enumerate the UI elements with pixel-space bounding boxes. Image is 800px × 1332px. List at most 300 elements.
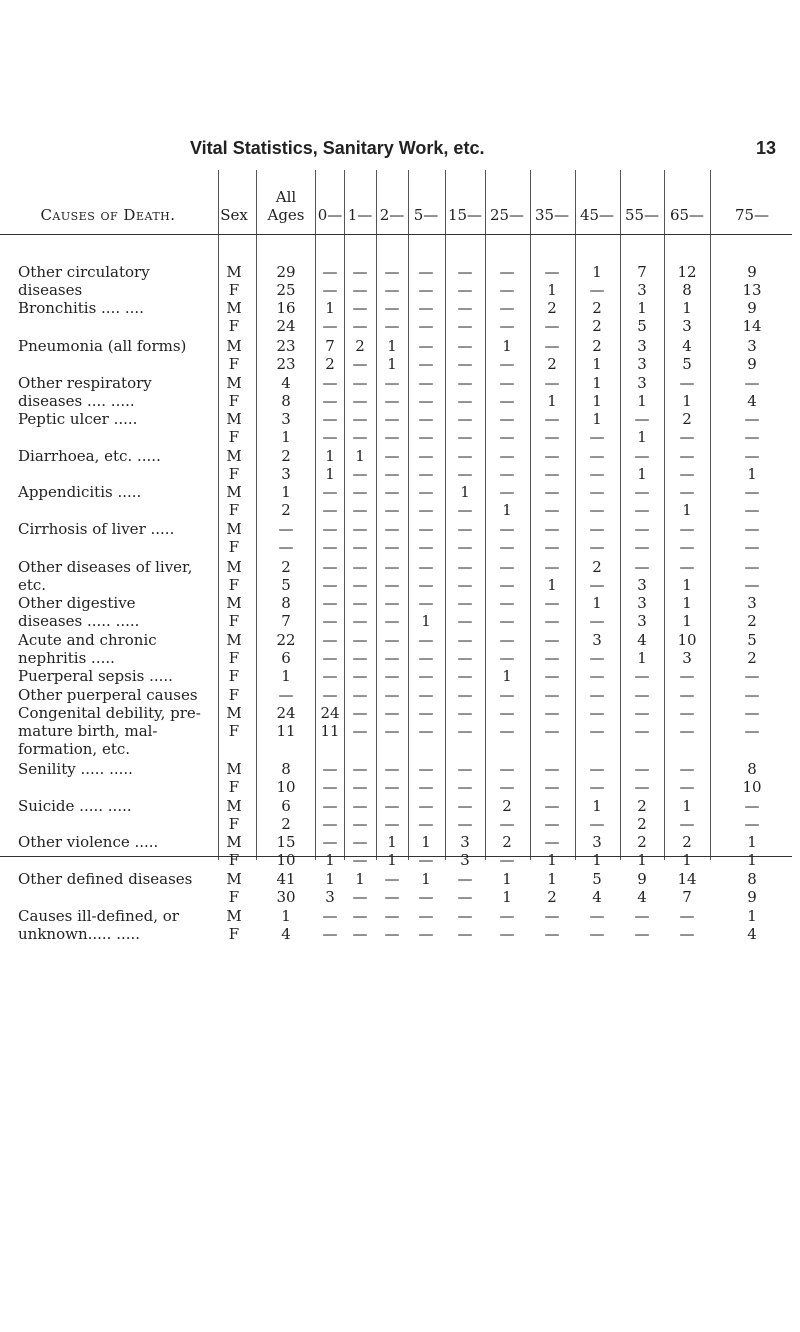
- age-group-cell: —: [634, 667, 650, 685]
- age-group-cell: —: [544, 410, 560, 428]
- column-header: 45—: [579, 206, 615, 224]
- age-group-cell: —: [384, 888, 400, 906]
- sex-cell: F: [228, 612, 240, 630]
- age-group-cell: —: [418, 374, 434, 392]
- age-group-cell: —: [457, 465, 473, 483]
- age-group-cell: —: [418, 281, 434, 299]
- sex-cell: F: [228, 815, 240, 833]
- age-group-cell: —: [418, 447, 434, 465]
- age-group-cell: —: [589, 576, 605, 594]
- cause-label: Appendicitis .....: [18, 483, 142, 501]
- age-group-cell: —: [384, 870, 400, 888]
- age-group-cell: —: [744, 483, 760, 501]
- sex-cell: M: [226, 299, 242, 317]
- age-group-cell: —: [457, 428, 473, 446]
- age-group-cell: —: [384, 649, 400, 667]
- cause-label: Other puerperal causes: [18, 686, 198, 704]
- age-group-cell: 1: [682, 501, 692, 519]
- age-group-cell: —: [418, 797, 434, 815]
- age-group-cell: 1: [637, 851, 647, 869]
- age-group-cell: 2: [592, 558, 602, 576]
- age-group-cell: —: [384, 410, 400, 428]
- all-ages-cell: 8: [281, 760, 291, 778]
- age-group-cell: —: [352, 797, 368, 815]
- age-group-cell: —: [744, 520, 760, 538]
- sex-cell: M: [226, 833, 242, 851]
- age-group-cell: 1: [592, 594, 602, 612]
- age-group-cell: 5: [682, 355, 692, 373]
- age-group-cell: —: [457, 410, 473, 428]
- age-group-cell: —: [744, 797, 760, 815]
- all-ages-cell: 23: [276, 355, 296, 373]
- age-group-cell: 3: [747, 594, 757, 612]
- sex-cell: F: [228, 649, 240, 667]
- age-group-cell: —: [384, 907, 400, 925]
- all-ages-cell: 1: [281, 483, 291, 501]
- all-ages-cell: 24: [276, 704, 296, 722]
- age-group-cell: —: [499, 649, 515, 667]
- age-group-cell: —: [544, 833, 560, 851]
- age-group-cell: —: [352, 465, 368, 483]
- column-header: 75—: [734, 206, 770, 224]
- sex-cell: F: [228, 501, 240, 519]
- age-group-cell: 1: [325, 447, 335, 465]
- age-group-cell: 14: [677, 870, 697, 888]
- age-group-cell: —: [744, 704, 760, 722]
- page-header: [0, 138, 800, 168]
- age-group-cell: 1: [682, 797, 692, 815]
- age-group-cell: —: [418, 594, 434, 612]
- cause-label: Other diseases of liver,: [18, 558, 193, 576]
- age-group-cell: 1: [502, 888, 512, 906]
- age-group-cell: —: [352, 667, 368, 685]
- age-group-cell: —: [384, 447, 400, 465]
- column-header: 2—: [379, 206, 405, 224]
- age-group-cell: 1: [502, 870, 512, 888]
- age-group-cell: 1: [421, 833, 431, 851]
- column-header: 55—: [624, 206, 660, 224]
- column-header: 0—: [317, 206, 343, 224]
- age-group-cell: —: [457, 815, 473, 833]
- age-group-cell: 5: [592, 870, 602, 888]
- age-group-cell: 3: [682, 317, 692, 335]
- age-group-cell: 1: [682, 576, 692, 594]
- sex-cell: F: [228, 317, 240, 335]
- age-group-cell: —: [352, 851, 368, 869]
- age-group-cell: —: [352, 374, 368, 392]
- cause-label: Acute and chronic: [18, 631, 157, 649]
- age-group-cell: 3: [325, 888, 335, 906]
- age-group-cell: —: [418, 317, 434, 335]
- age-group-cell: 7: [637, 263, 647, 281]
- age-group-cell: —: [384, 778, 400, 796]
- age-group-cell: —: [634, 760, 650, 778]
- age-group-cell: —: [322, 374, 338, 392]
- age-group-cell: —: [589, 501, 605, 519]
- sex-cell: M: [226, 760, 242, 778]
- column-header: Sex: [220, 206, 248, 224]
- age-group-cell: —: [679, 667, 695, 685]
- age-group-cell: —: [352, 631, 368, 649]
- age-group-cell: —: [499, 299, 515, 317]
- age-group-cell: —: [352, 594, 368, 612]
- age-group-cell: —: [322, 538, 338, 556]
- age-group-cell: —: [457, 576, 473, 594]
- age-group-cell: —: [384, 538, 400, 556]
- age-group-cell: 4: [637, 888, 647, 906]
- age-group-cell: 1: [682, 392, 692, 410]
- age-group-cell: —: [544, 317, 560, 335]
- age-group-cell: —: [384, 722, 400, 740]
- age-group-cell: 1: [592, 374, 602, 392]
- age-group-cell: —: [499, 925, 515, 943]
- age-group-cell: 1: [387, 833, 397, 851]
- all-ages-cell: 24: [276, 317, 296, 335]
- age-group-cell: —: [418, 263, 434, 281]
- cause-label: mature birth, mal-: [18, 722, 158, 740]
- age-group-cell: —: [679, 760, 695, 778]
- column-rule: [575, 170, 576, 860]
- cause-label: Other digestive: [18, 594, 136, 612]
- age-group-cell: —: [499, 428, 515, 446]
- sex-cell: F: [228, 778, 240, 796]
- age-group-cell: 1: [592, 392, 602, 410]
- causes-of-death-table: [0, 170, 800, 1070]
- age-group-cell: 1: [682, 299, 692, 317]
- age-group-cell: —: [418, 558, 434, 576]
- all-ages-cell: 7: [281, 612, 291, 630]
- age-group-cell: 2: [682, 410, 692, 428]
- age-group-cell: —: [457, 704, 473, 722]
- age-group-cell: —: [384, 501, 400, 519]
- all-ages-cell: 16: [276, 299, 296, 317]
- age-group-cell: —: [384, 317, 400, 335]
- age-group-cell: —: [322, 686, 338, 704]
- age-group-cell: —: [544, 722, 560, 740]
- cause-label: Senility ..... .....: [18, 760, 133, 778]
- age-group-cell: —: [352, 815, 368, 833]
- age-group-cell: —: [744, 576, 760, 594]
- age-group-cell: —: [634, 483, 650, 501]
- age-group-cell: —: [352, 317, 368, 335]
- all-ages-cell: 1: [281, 907, 291, 925]
- age-group-cell: —: [544, 337, 560, 355]
- age-group-cell: —: [418, 667, 434, 685]
- all-ages-cell: 2: [281, 558, 291, 576]
- age-group-cell: 2: [547, 355, 557, 373]
- sex-cell: F: [228, 722, 240, 740]
- sex-cell: F: [228, 392, 240, 410]
- age-group-cell: —: [499, 392, 515, 410]
- age-group-cell: —: [418, 538, 434, 556]
- age-group-cell: 9: [747, 299, 757, 317]
- column-header: 5—: [413, 206, 439, 224]
- age-group-cell: —: [744, 558, 760, 576]
- age-group-cell: —: [352, 538, 368, 556]
- age-group-cell: —: [352, 483, 368, 501]
- all-ages-cell: —: [278, 538, 294, 556]
- age-group-cell: 3: [637, 594, 647, 612]
- all-ages-cell: 8: [281, 594, 291, 612]
- sex-cell: F: [228, 428, 240, 446]
- age-group-cell: —: [352, 501, 368, 519]
- age-group-cell: —: [744, 428, 760, 446]
- age-group-cell: 1: [547, 281, 557, 299]
- age-group-cell: —: [352, 410, 368, 428]
- age-group-cell: —: [322, 797, 338, 815]
- age-group-cell: 1: [637, 649, 647, 667]
- age-group-cell: —: [384, 558, 400, 576]
- age-group-cell: 1: [387, 337, 397, 355]
- age-group-cell: —: [679, 465, 695, 483]
- age-group-cell: 3: [592, 631, 602, 649]
- age-group-cell: 1: [502, 337, 512, 355]
- age-group-cell: —: [418, 483, 434, 501]
- sex-cell: M: [226, 410, 242, 428]
- age-group-cell: 9: [747, 888, 757, 906]
- all-ages-cell: 5: [281, 576, 291, 594]
- age-group-cell: —: [418, 704, 434, 722]
- age-group-cell: —: [418, 722, 434, 740]
- age-group-cell: —: [634, 686, 650, 704]
- age-group-cell: 1: [502, 667, 512, 685]
- age-group-cell: —: [322, 667, 338, 685]
- all-ages-cell: 3: [281, 465, 291, 483]
- age-group-cell: —: [457, 263, 473, 281]
- age-group-cell: —: [544, 815, 560, 833]
- cause-label: Bronchitis .... ....: [18, 299, 144, 317]
- age-group-cell: —: [544, 925, 560, 943]
- cause-label: nephritis .....: [18, 649, 115, 667]
- age-group-cell: —: [589, 538, 605, 556]
- age-group-cell: 3: [637, 281, 647, 299]
- age-group-cell: 3: [637, 612, 647, 630]
- age-group-cell: 1: [682, 594, 692, 612]
- age-group-cell: —: [679, 686, 695, 704]
- age-group-cell: 2: [747, 649, 757, 667]
- age-group-cell: 8: [747, 760, 757, 778]
- age-group-cell: 10: [742, 778, 762, 796]
- age-group-cell: —: [418, 815, 434, 833]
- age-group-cell: —: [457, 667, 473, 685]
- column-rule: [256, 170, 257, 860]
- age-group-cell: —: [457, 594, 473, 612]
- age-group-cell: —: [384, 925, 400, 943]
- all-ages-cell: 4: [281, 374, 291, 392]
- sex-cell: M: [226, 907, 242, 925]
- age-group-cell: —: [499, 576, 515, 594]
- age-group-cell: —: [418, 428, 434, 446]
- age-group-cell: 2: [592, 337, 602, 355]
- age-group-cell: —: [499, 851, 515, 869]
- age-group-cell: —: [352, 299, 368, 317]
- age-group-cell: 3: [460, 833, 470, 851]
- sex-cell: M: [226, 704, 242, 722]
- age-group-cell: 7: [682, 888, 692, 906]
- age-group-cell: —: [457, 299, 473, 317]
- age-group-cell: —: [457, 447, 473, 465]
- age-group-cell: —: [457, 558, 473, 576]
- age-group-cell: —: [352, 558, 368, 576]
- age-group-cell: —: [499, 465, 515, 483]
- age-group-cell: 1: [637, 299, 647, 317]
- sex-cell: M: [226, 447, 242, 465]
- age-group-cell: —: [384, 281, 400, 299]
- age-group-cell: —: [418, 355, 434, 373]
- age-group-cell: 1: [325, 299, 335, 317]
- age-group-cell: —: [457, 722, 473, 740]
- age-group-cell: —: [679, 722, 695, 740]
- age-group-cell: —: [352, 428, 368, 446]
- all-ages-cell: 1: [281, 667, 291, 685]
- age-group-cell: —: [679, 428, 695, 446]
- age-group-cell: —: [544, 594, 560, 612]
- age-group-cell: —: [418, 851, 434, 869]
- age-group-cell: 3: [637, 337, 647, 355]
- age-group-cell: 2: [747, 612, 757, 630]
- column-rule: [664, 170, 665, 860]
- age-group-cell: —: [384, 465, 400, 483]
- sex-cell: M: [226, 263, 242, 281]
- sex-cell: M: [226, 558, 242, 576]
- age-group-cell: —: [634, 538, 650, 556]
- age-group-cell: —: [634, 558, 650, 576]
- sex-cell: F: [228, 576, 240, 594]
- sex-cell: M: [226, 797, 242, 815]
- age-group-cell: —: [457, 649, 473, 667]
- age-group-cell: —: [499, 778, 515, 796]
- age-group-cell: —: [352, 520, 368, 538]
- age-group-cell: 1: [460, 483, 470, 501]
- age-group-cell: 1: [387, 355, 397, 373]
- all-ages-cell: 6: [281, 797, 291, 815]
- age-group-cell: —: [544, 447, 560, 465]
- age-group-cell: —: [322, 612, 338, 630]
- age-group-cell: —: [499, 631, 515, 649]
- age-group-cell: —: [544, 263, 560, 281]
- age-group-cell: —: [499, 520, 515, 538]
- sex-cell: M: [226, 374, 242, 392]
- cause-label: diseases .... .....: [18, 392, 135, 410]
- page-number: 13: [755, 138, 776, 158]
- sex-cell: M: [226, 870, 242, 888]
- age-group-cell: 1: [592, 851, 602, 869]
- cause-label: Cirrhosis of liver .....: [18, 520, 175, 538]
- age-group-cell: —: [352, 612, 368, 630]
- all-ages-cell: 30: [276, 888, 296, 906]
- all-ages-cell: 6: [281, 649, 291, 667]
- age-group-cell: —: [352, 281, 368, 299]
- sex-cell: F: [228, 281, 240, 299]
- age-group-cell: —: [744, 538, 760, 556]
- age-group-cell: —: [544, 558, 560, 576]
- age-group-cell: —: [589, 281, 605, 299]
- sex-cell: M: [226, 520, 242, 538]
- age-group-cell: 3: [747, 337, 757, 355]
- age-group-cell: —: [634, 925, 650, 943]
- age-group-cell: —: [634, 447, 650, 465]
- age-group-cell: —: [589, 907, 605, 925]
- cause-label: Congenital debility, pre-: [18, 704, 201, 722]
- age-group-cell: —: [322, 558, 338, 576]
- age-group-cell: —: [744, 501, 760, 519]
- age-group-cell: —: [457, 612, 473, 630]
- age-group-cell: 1: [592, 355, 602, 373]
- age-group-cell: —: [499, 594, 515, 612]
- age-group-cell: —: [457, 337, 473, 355]
- age-group-cell: —: [589, 483, 605, 501]
- age-group-cell: —: [544, 428, 560, 446]
- sex-cell: F: [228, 465, 240, 483]
- age-group-cell: —: [384, 576, 400, 594]
- age-group-cell: 24: [320, 704, 340, 722]
- age-group-cell: 2: [325, 355, 335, 373]
- age-group-cell: —: [589, 686, 605, 704]
- age-group-cell: —: [744, 447, 760, 465]
- age-group-cell: —: [352, 686, 368, 704]
- age-group-cell: —: [634, 907, 650, 925]
- age-group-cell: 1: [682, 612, 692, 630]
- age-group-cell: —: [322, 576, 338, 594]
- cause-label: Other circulatory: [18, 263, 150, 281]
- age-group-cell: 1: [547, 576, 557, 594]
- sex-cell: M: [226, 337, 242, 355]
- age-group-cell: 11: [320, 722, 340, 740]
- age-group-cell: —: [418, 925, 434, 943]
- age-group-cell: 4: [747, 392, 757, 410]
- age-group-cell: —: [352, 925, 368, 943]
- age-group-cell: —: [634, 704, 650, 722]
- sex-cell: M: [226, 594, 242, 612]
- age-group-cell: 13: [742, 281, 762, 299]
- age-group-cell: 1: [547, 851, 557, 869]
- age-group-cell: —: [499, 410, 515, 428]
- age-group-cell: 10: [677, 631, 697, 649]
- column-header: 15—: [447, 206, 483, 224]
- age-group-cell: —: [589, 778, 605, 796]
- age-group-cell: 1: [592, 263, 602, 281]
- age-group-cell: —: [352, 392, 368, 410]
- age-group-cell: —: [679, 704, 695, 722]
- age-group-cell: —: [589, 815, 605, 833]
- age-group-cell: —: [679, 538, 695, 556]
- age-group-cell: 1: [355, 870, 365, 888]
- sex-cell: F: [228, 538, 240, 556]
- age-group-cell: —: [322, 483, 338, 501]
- age-group-cell: —: [679, 907, 695, 925]
- age-group-cell: —: [457, 317, 473, 335]
- age-group-cell: —: [589, 428, 605, 446]
- all-ages-cell: 4: [281, 925, 291, 943]
- age-group-cell: —: [679, 520, 695, 538]
- age-group-cell: —: [457, 501, 473, 519]
- age-group-cell: 1: [325, 870, 335, 888]
- age-group-cell: —: [634, 410, 650, 428]
- page-title: Vital Statistics, Sanitary Work, etc.: [190, 138, 485, 158]
- age-group-cell: —: [634, 722, 650, 740]
- age-group-cell: —: [679, 447, 695, 465]
- cause-label: unknown..... .....: [18, 925, 141, 943]
- age-group-cell: —: [322, 594, 338, 612]
- age-group-cell: —: [744, 722, 760, 740]
- cause-label: etc.: [18, 576, 47, 594]
- age-group-cell: —: [384, 612, 400, 630]
- age-group-cell: —: [544, 374, 560, 392]
- age-group-cell: —: [499, 907, 515, 925]
- age-group-cell: —: [589, 667, 605, 685]
- age-group-cell: —: [544, 483, 560, 501]
- age-group-cell: 3: [637, 355, 647, 373]
